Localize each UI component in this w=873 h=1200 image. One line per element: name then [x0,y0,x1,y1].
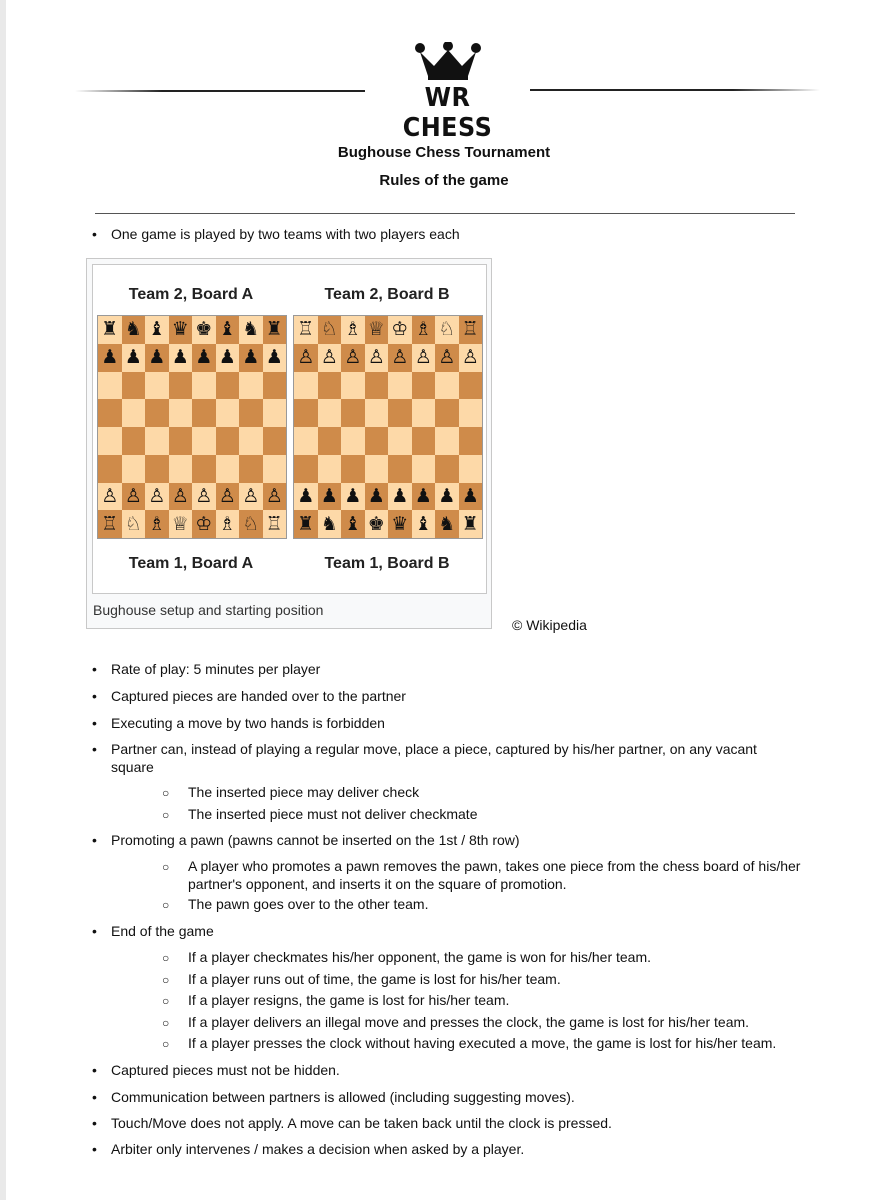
chess-pawn-icon: ♟ [242,346,260,369]
board-square [341,455,365,483]
board-square [98,427,122,455]
chess-pawn-icon: ♟ [414,484,432,507]
board-square [122,372,146,400]
chess-queen-icon: ♛ [391,512,409,535]
header-divider-left [75,90,365,92]
board-square [239,372,263,400]
chess-pawn-icon: ♙ [218,484,236,507]
chess-pawn-icon: ♙ [367,346,385,369]
board-square [365,483,389,511]
board-square [192,372,216,400]
chess-bishop-icon: ♝ [344,512,362,535]
bullet-text: End of the game [111,923,214,939]
chess-bishop-icon: ♝ [218,318,236,341]
chessboard-b [293,315,483,539]
board-square [365,316,389,344]
board-a-bottom-label: Team 1, Board A [128,555,254,572]
chess-pawn-icon: ♙ [438,346,456,369]
board-square [318,455,342,483]
board-square [145,455,169,483]
board-square [435,372,459,400]
board-square [122,483,146,511]
chess-knight-icon: ♞ [124,318,142,341]
chess-king-icon: ♚ [195,318,213,341]
chess-bishop-icon: ♗ [218,512,236,535]
board-square [98,399,122,427]
board-square [216,455,240,483]
board-square [318,344,342,372]
board-square [294,427,318,455]
chess-pawn-icon: ♙ [242,484,260,507]
board-square [263,455,287,483]
board-square [263,316,287,344]
board-square [98,372,122,400]
chess-pawn-icon: ♙ [148,484,166,507]
board-square [169,316,193,344]
chess-rook-icon: ♜ [101,318,119,341]
bughouse-figure [86,258,492,629]
bullet-text: Arbiter only intervenes / makes a decision when asked by a player. [111,1141,525,1157]
bullet-text: One game is played by two teams with two players each [111,226,460,242]
board-square [294,510,318,538]
chess-pawn-icon: ♟ [195,346,213,369]
chess-rook-icon: ♜ [265,318,283,341]
board-square [145,427,169,455]
document-title: Bughouse Chess Tournament [337,144,551,161]
board-square [388,483,412,511]
board-square [122,455,146,483]
chess-pawn-icon: ♟ [124,346,142,369]
subitem-text: The inserted piece must not deliver checkmate [188,806,478,822]
chess-king-icon: ♚ [367,512,385,535]
board-square [341,510,365,538]
chess-pawn-icon: ♙ [101,484,119,507]
chess-pawn-icon: ♟ [438,484,456,507]
board-square [435,455,459,483]
chess-knight-icon: ♞ [320,512,338,535]
circle-bullet-icon: ○ [162,1016,170,1030]
board-square [145,316,169,344]
bullet-dot: • [92,661,97,677]
subitem-text: If a player runs out of time, the game is lost for his/her team. [188,971,561,987]
board-square [145,510,169,538]
board-square [388,372,412,400]
title-divider [95,213,795,214]
circle-bullet-icon: ○ [162,973,170,987]
subitem-text: If a player resigns, the game is lost for his/her team. [188,992,510,1008]
chess-pawn-icon: ♟ [344,484,362,507]
chess-queen-icon: ♕ [171,512,189,535]
chess-pawn-icon: ♙ [171,484,189,507]
board-b-bottom-label: Team 1, Board B [324,555,450,572]
chess-pawn-icon: ♟ [367,484,385,507]
chess-bishop-icon: ♝ [414,512,432,535]
board-square [365,399,389,427]
circle-bullet-icon: ○ [162,1037,170,1051]
board-square [192,344,216,372]
board-square [122,427,146,455]
logo-text: WR CHESS [402,83,493,143]
bullet-dot: • [92,1089,97,1105]
chess-rook-icon: ♖ [101,512,119,535]
subitem-text: If a player checkmates his/her opponent, the game is won for his/her team. [188,949,652,965]
board-square [341,399,365,427]
board-square [412,510,436,538]
chess-pawn-icon: ♙ [265,484,283,507]
board-square [216,344,240,372]
bullet-text: Captured pieces are handed over to the partner [111,688,406,704]
chess-pawn-icon: ♙ [461,346,479,369]
board-square [435,344,459,372]
board-square [216,483,240,511]
board-square [294,483,318,511]
board-square [294,399,318,427]
board-square [239,427,263,455]
chess-queen-icon: ♛ [171,318,189,341]
board-square [263,399,287,427]
board-square [192,399,216,427]
bullet-dot: • [92,1141,97,1157]
chess-bishop-icon: ♗ [414,318,432,341]
board-square [459,510,483,538]
board-square [192,483,216,511]
chess-rook-icon: ♖ [461,318,479,341]
chess-pawn-icon: ♟ [265,346,283,369]
chess-pawn-icon: ♟ [461,484,479,507]
bullet-dot: • [92,688,97,704]
board-square [169,483,193,511]
logo [385,42,510,143]
board-square [459,344,483,372]
chess-knight-icon: ♞ [438,512,456,535]
board-square [145,344,169,372]
chess-king-icon: ♔ [391,318,409,341]
subitem-text: The pawn goes over to the other team. [188,896,429,912]
chess-king-icon: ♔ [195,512,213,535]
chess-rook-icon: ♜ [297,512,315,535]
bullet-text: Touch/Move does not apply. A move can be taken back until the clock is pressed. [111,1115,612,1131]
board-square [341,427,365,455]
board-square [263,510,287,538]
chess-bishop-icon: ♝ [148,318,166,341]
subitem-text: If a player presses the clock without having executed a move, the game is lost for his/her team. [188,1035,777,1051]
board-square [459,427,483,455]
board-square [435,427,459,455]
chess-pawn-icon: ♙ [414,346,432,369]
board-square [98,344,122,372]
board-square [216,372,240,400]
board-square [435,510,459,538]
board-square [192,316,216,344]
bullet-dot: • [92,1115,97,1131]
board-square [388,344,412,372]
chess-pawn-icon: ♙ [391,346,409,369]
board-square [169,372,193,400]
board-square [122,344,146,372]
board-square [192,455,216,483]
board-square [122,510,146,538]
chess-pawn-icon: ♟ [297,484,315,507]
board-square [169,510,193,538]
board-square [145,372,169,400]
board-square [318,399,342,427]
bullet-text: Communication between partners is allowed (including suggesting moves). [111,1089,575,1105]
board-square [341,316,365,344]
bullet-text: Executing a move by two hands is forbidden [111,715,385,731]
circle-bullet-icon: ○ [162,951,170,965]
board-square [318,427,342,455]
chess-pawn-icon: ♟ [320,484,338,507]
board-square [239,510,263,538]
board-square [365,372,389,400]
board-square [388,316,412,344]
board-square [435,399,459,427]
board-square [318,510,342,538]
bullet-dot: • [92,1062,97,1078]
board-square [294,316,318,344]
chess-pawn-icon: ♟ [101,346,119,369]
board-square [412,316,436,344]
board-square [98,316,122,344]
board-square [341,372,365,400]
circle-bullet-icon: ○ [162,898,170,912]
board-square [98,455,122,483]
board-square [459,372,483,400]
board-square [216,427,240,455]
board-square [318,483,342,511]
board-square [239,344,263,372]
board-square [388,510,412,538]
bullet-dot: • [92,715,97,731]
subitem-text: If a player delivers an illegal move and presses the clock, the game is lost for his/her team. [188,1014,750,1030]
board-square [318,372,342,400]
circle-bullet-icon: ○ [162,860,170,874]
chess-pawn-icon: ♟ [218,346,236,369]
board-square [122,399,146,427]
board-square [435,483,459,511]
board-square [239,399,263,427]
chess-pawn-icon: ♟ [391,484,409,507]
board-square [341,344,365,372]
board-square [294,344,318,372]
figure-caption: Bughouse setup and starting position [93,602,324,618]
bullet-text: Partner can, instead of playing a regular move, place a piece, captured by his/her partner, on any vacant square [111,741,757,775]
board-square [239,483,263,511]
chess-pawn-icon: ♟ [171,346,189,369]
board-square [365,455,389,483]
board-square [216,399,240,427]
board-square [318,316,342,344]
image-credit: © Wikipedia [512,617,587,633]
board-square [145,399,169,427]
board-square [169,399,193,427]
board-square [459,455,483,483]
board-square [412,455,436,483]
board-square [459,399,483,427]
bullet-text: Rate of play: 5 minutes per player [111,661,321,677]
board-square [122,316,146,344]
chess-pawn-icon: ♙ [320,346,338,369]
board-square [169,455,193,483]
board-square [263,372,287,400]
chess-pawn-icon: ♙ [124,484,142,507]
board-square [341,483,365,511]
board-square [239,316,263,344]
subitem-text: The inserted piece may deliver check [188,784,420,800]
chess-pawn-icon: ♟ [148,346,166,369]
document-subtitle: Rules of the game [379,172,509,189]
board-square [216,510,240,538]
board-square [388,427,412,455]
board-square [263,344,287,372]
board-square [169,427,193,455]
bullet-text: Promoting a pawn (pawns cannot be inserted on the 1st / 8th row) [111,832,520,848]
chess-queen-icon: ♕ [367,318,385,341]
bullet-text: Captured pieces must not be hidden. [111,1062,340,1078]
board-square [239,455,263,483]
board-square [412,372,436,400]
board-square [98,510,122,538]
board-square [435,316,459,344]
board-square [459,316,483,344]
chess-rook-icon: ♖ [265,512,283,535]
chess-bishop-icon: ♗ [344,318,362,341]
chess-pawn-icon: ♙ [344,346,362,369]
board-square [169,344,193,372]
circle-bullet-icon: ○ [162,786,170,800]
bullet-dot: • [92,832,97,848]
board-square [459,483,483,511]
crown-icon [414,42,482,80]
chess-rook-icon: ♖ [297,318,315,341]
chess-knight-icon: ♘ [438,318,456,341]
board-square [192,510,216,538]
bullet-dot: • [92,226,97,242]
board-square [294,372,318,400]
board-square [98,483,122,511]
bullet-dot: • [92,741,97,757]
circle-bullet-icon: ○ [162,808,170,822]
chess-bishop-icon: ♗ [148,512,166,535]
board-square [365,427,389,455]
chess-knight-icon: ♘ [320,318,338,341]
header-divider-right [530,89,820,91]
chess-knight-icon: ♘ [242,512,260,535]
chess-knight-icon: ♞ [242,318,260,341]
board-square [145,483,169,511]
board-b-top-label: Team 2, Board B [324,286,450,303]
chess-rook-icon: ♜ [461,512,479,535]
chess-knight-icon: ♘ [124,512,142,535]
board-square [412,399,436,427]
figure-boards-frame [92,264,487,594]
board-square [263,427,287,455]
circle-bullet-icon: ○ [162,994,170,1008]
board-a-top-label: Team 2, Board A [128,286,254,303]
board-square [388,455,412,483]
board-square [412,483,436,511]
chess-pawn-icon: ♙ [195,484,213,507]
board-square [388,399,412,427]
chessboard-a [97,315,287,539]
bullet-dot: • [92,923,97,939]
board-square [412,344,436,372]
board-square [294,455,318,483]
board-square [412,427,436,455]
board-square [365,510,389,538]
subitem-text: A player who promotes a pawn removes the pawn, takes one piece from the chess board of his/her partner's opponent, and inserts it on the square of promotion. [188,858,801,892]
board-square [365,344,389,372]
chess-pawn-icon: ♙ [297,346,315,369]
board-square [216,316,240,344]
board-square [192,427,216,455]
board-square [263,483,287,511]
